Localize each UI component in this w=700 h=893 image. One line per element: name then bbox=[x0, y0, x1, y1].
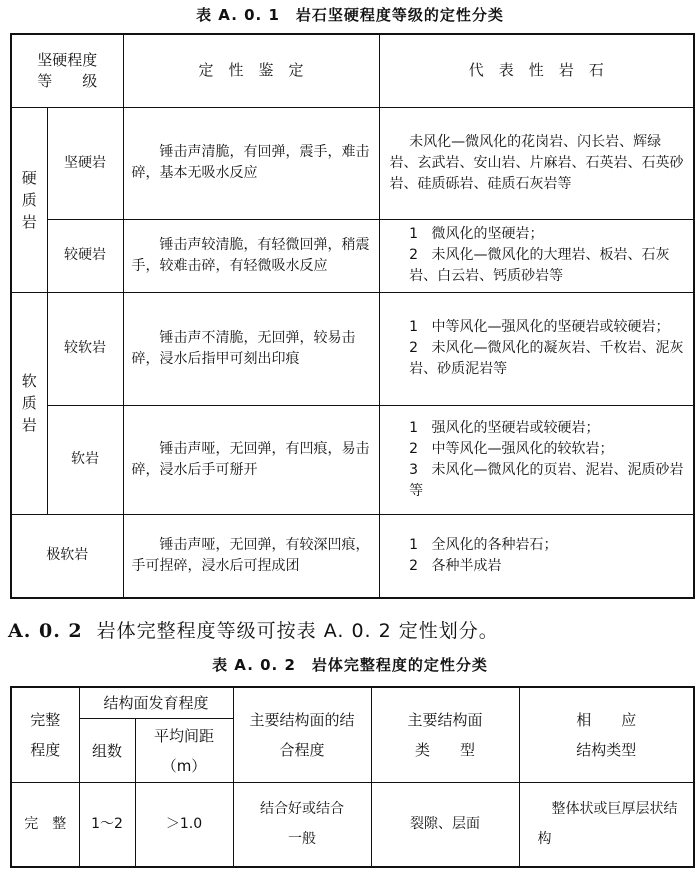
grade-header-line1: 坚硬程度 bbox=[37, 50, 98, 69]
list-item: 2 未风化—微风化的凝灰岩、千枚岩、泥灰岩、砂质泥岩等 bbox=[409, 340, 684, 377]
grade-header bbox=[11, 34, 123, 107]
group-char: 质 bbox=[21, 190, 37, 209]
table2-caption: 表 A. 0. 2 岩体完整程度的定性分类 bbox=[212, 656, 488, 674]
desc-cell: 锤击声较清脆，有轻微回弹，稍震手，较难击碎，有轻微吸水反应 bbox=[123, 219, 379, 292]
list-item: 1 强风化的坚硬岩或较硬岩； bbox=[409, 419, 600, 436]
spacing-cell: ＞1.0 bbox=[135, 783, 233, 867]
integrity-cell: 完 整 bbox=[11, 783, 79, 867]
group-hard-rock bbox=[11, 107, 47, 292]
rocks-cell bbox=[379, 292, 694, 405]
spacing-header-label: 平均间距 bbox=[154, 726, 215, 745]
integrity-header-label: 完整程度 bbox=[30, 711, 61, 759]
table-row bbox=[11, 107, 694, 219]
section-number: A. 0. 2 bbox=[8, 620, 83, 642]
desc-cell: 锤击声清脆，有回弹，震手，难击碎，基本无吸水反应 bbox=[123, 107, 379, 219]
surface-type-cell: 裂隙、层面 bbox=[371, 783, 519, 867]
desc-cell: 锤击声哑，无回弹，有凹痕，易击碎，浸水后手可掰开 bbox=[123, 405, 379, 514]
desc-cell: 锤击声哑，无回弹，有较深凹痕，手可捏碎，浸水后可捏成团 bbox=[123, 514, 379, 598]
grade-cell: 较硬岩 bbox=[47, 219, 123, 292]
section-text: 岩体完整程度等级可按表 A. 0. 2 定性划分。 bbox=[96, 620, 499, 642]
list-item: 1 微风化的坚硬岩； bbox=[409, 226, 544, 242]
groups-header: 组数 bbox=[79, 719, 135, 783]
surface-type-line1: 主要结构面 bbox=[407, 711, 483, 729]
group-soft-rock bbox=[11, 292, 47, 514]
table-row bbox=[11, 783, 694, 867]
bonding-cell-text: 结合好或结合一般 bbox=[260, 801, 345, 848]
structure-type-line2: 结构类型 bbox=[576, 741, 637, 759]
list-item: 2 各种半成岩 bbox=[409, 557, 502, 574]
grade-cell: 坚硬岩 bbox=[47, 107, 123, 219]
spacing-header bbox=[135, 719, 233, 783]
integrity-header bbox=[11, 687, 79, 783]
table-row bbox=[11, 292, 694, 405]
grade-cell: 较软岩 bbox=[47, 292, 123, 405]
structure-type-header bbox=[519, 687, 694, 783]
structure-type-cell-text: 整体状或巨厚层状结构 bbox=[537, 801, 678, 848]
group-char: 岩 bbox=[21, 212, 37, 231]
table1-caption: 表 A. 0. 1 岩石坚硬程度等级的定性分类 bbox=[196, 6, 504, 24]
list-item: 1 中等风化—强风化的坚硬岩或较硬岩； bbox=[409, 319, 670, 335]
rock-hardness-table bbox=[10, 33, 695, 599]
grade-cell: 极软岩 bbox=[11, 514, 123, 598]
group-char: 软 bbox=[21, 372, 37, 390]
group-char: 岩 bbox=[21, 416, 37, 434]
desc-cell: 锤击声不清脆，无回弹，较易击碎，浸水后指甲可刻出印痕 bbox=[123, 292, 379, 405]
rocks-cell bbox=[379, 405, 694, 514]
bonding-header bbox=[233, 687, 371, 783]
structural-dev-header: 结构面发育程度 bbox=[79, 687, 233, 719]
spacing-header-unit: （m） bbox=[161, 756, 207, 775]
surface-type-header bbox=[371, 687, 519, 783]
grade-cell: 软岩 bbox=[47, 405, 123, 514]
table-row bbox=[11, 405, 694, 514]
groups-cell: 1～2 bbox=[79, 783, 135, 867]
list-item: 2 中等风化—强风化的较软岩； bbox=[409, 440, 614, 457]
list-item: 1 全风化的各种岩石； bbox=[409, 536, 558, 553]
rocks-cell bbox=[379, 514, 694, 598]
bonding-header-label: 主要结构面的结合程度 bbox=[249, 711, 355, 759]
section-heading bbox=[8, 616, 499, 643]
structure-type-cell bbox=[519, 783, 694, 867]
group-char: 质 bbox=[21, 394, 37, 412]
grade-header-line2: 等 级 bbox=[37, 71, 98, 90]
list-item: 3 未风化—微风化的页岩、泥岩、泥质砂岩等 bbox=[409, 461, 684, 499]
group-char: 硬 bbox=[21, 168, 37, 187]
rocks-cell: 未风化—微风化的花岗岩、闪长岩、辉绿岩、玄武岩、安山岩、片麻岩、石英岩、石英砂岩、硅质砾岩、硅质石灰岩等 bbox=[379, 107, 694, 219]
structure-type-line1: 相 应 bbox=[576, 711, 637, 729]
rock-mass-integrity-table bbox=[10, 686, 695, 868]
table-row bbox=[11, 219, 694, 292]
qualitative-header: 定 性 鉴 定 bbox=[123, 34, 379, 107]
rocks-header: 代 表 性 岩 石 bbox=[379, 34, 694, 107]
surface-type-line2: 类 型 bbox=[415, 741, 476, 759]
table-row bbox=[11, 514, 694, 598]
list-item: 2 未风化—微风化的大理岩、板岩、石灰岩、白云岩、钙质砂岩等 bbox=[409, 247, 670, 284]
rocks-cell bbox=[379, 219, 694, 292]
bonding-cell bbox=[233, 783, 371, 867]
